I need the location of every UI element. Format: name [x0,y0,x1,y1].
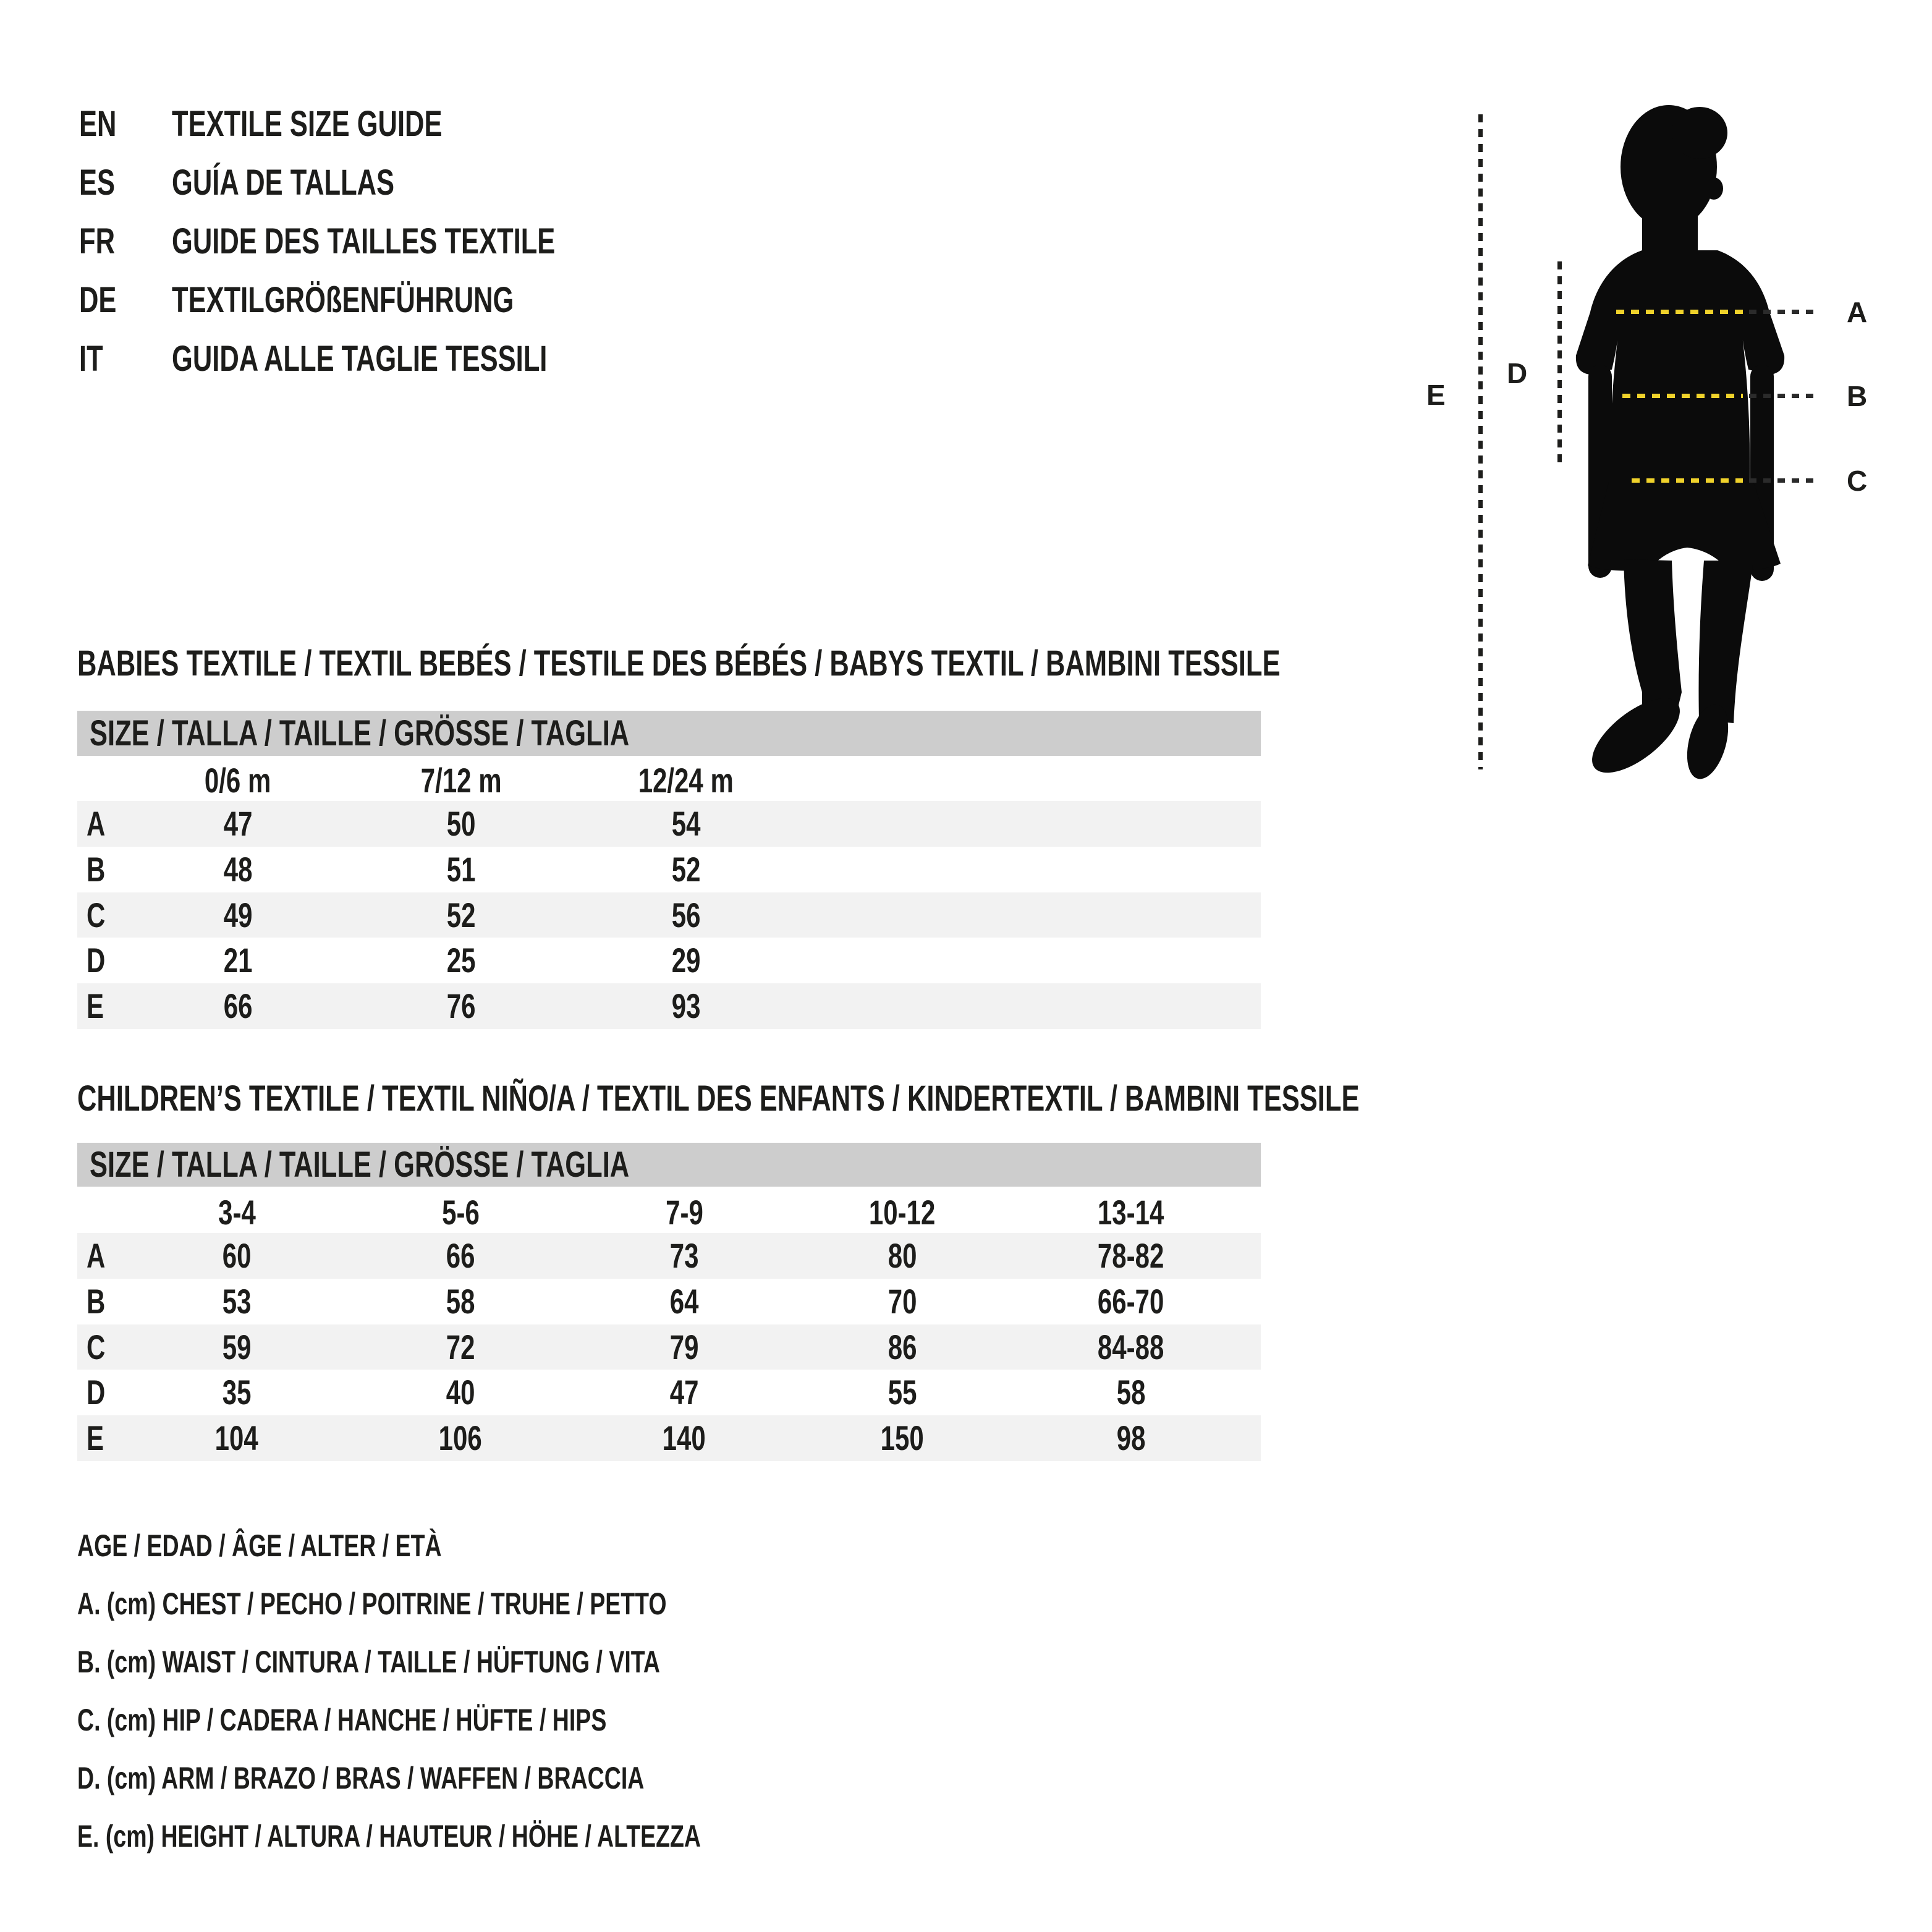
measurement-legend [77,1517,909,1865]
language-code: FR [79,221,115,261]
language-code: ES [79,163,116,203]
table-cell: 86 [888,1327,917,1366]
legend-line-chest: A. (cm) CHEST / PECHO / POITRINE / TRUHE / PETTO [77,1587,667,1621]
table-cell: 51 [446,849,476,889]
table-row [77,892,1261,938]
table-row [77,1233,1261,1279]
legend-line-hip: C. (cm) HIP / CADERA / HANCHE / HÜFTE / HIPS [77,1703,607,1737]
hip-measure-line-c-extension [1749,478,1820,483]
row-label: B [87,849,106,889]
language-row-de [79,271,683,329]
table-cell: 64 [669,1281,699,1321]
child-silhouette-icon [1573,105,1832,785]
language-code: EN [79,104,117,144]
row-label: E [87,986,104,1026]
row-label: B [87,1281,106,1321]
table-cell: 58 [1116,1373,1146,1412]
children-size-header: SIZE / TALLA / TAILLE / GRÖSSE / TAGLIA [77,1143,1261,1187]
table-cell: 54 [671,804,701,843]
measurement-diagram [1421,80,1932,797]
column-header: 12/24 m [638,761,734,800]
table-cell: 66 [446,1236,475,1275]
language-row-es [79,153,683,212]
table-row [77,1370,1261,1415]
table-cell: 40 [446,1373,475,1412]
row-label: C [87,1327,106,1366]
chest-measure-line-a [1616,310,1743,314]
column-header: 0/6 m [205,761,271,800]
column-header: 7/12 m [420,761,502,800]
legend-line-waist: B. (cm) WAIST / CINTURA / TAILLE / HÜFTUNG / VITA [77,1645,661,1679]
table-cell: 73 [669,1236,699,1275]
table-cell: 106 [438,1418,483,1458]
column-header: 5-6 [441,1193,480,1232]
language-row-it [79,329,683,388]
column-header: 7-9 [665,1193,703,1232]
table-cell: 66 [223,986,253,1026]
table-row [77,801,1261,847]
chest-measure-line-a-extension [1749,310,1820,314]
table-cell: 55 [888,1373,917,1412]
column-header: 3-4 [218,1193,256,1232]
row-label: A [87,1236,106,1275]
legend-line-height: E. (cm) HEIGHT / ALTURA / HAUTEUR / HÖHE / ALTEZZA [77,1819,701,1854]
table-row [77,938,1261,983]
language-title: GUIDE DES TAILLES TEXTILE [172,221,556,261]
table-cell: 66-70 [1098,1281,1164,1321]
table-cell: 150 [880,1418,925,1458]
babies-size-header: SIZE / TALLA / TAILLE / GRÖSSE / TAGLIA [77,711,1261,756]
table-cell: 29 [671,941,701,980]
row-label: D [87,941,106,980]
table-cell: 35 [222,1373,252,1412]
language-title: TEXTILE SIZE GUIDE [172,104,443,144]
table-cell: 21 [223,941,253,980]
table-cell: 25 [446,941,476,980]
table-row [77,1415,1261,1461]
measure-label-a: A [1847,296,1868,328]
legend-line-age: AGE / EDAD / ÂGE / ALTER / ETÀ [77,1528,442,1563]
table-cell: 93 [671,986,701,1026]
language-title: TEXTILGRÖßENFÜHRUNG [172,280,514,320]
row-label: C [87,895,106,934]
table-cell: 72 [446,1327,475,1366]
table-row [77,847,1261,892]
table-row [77,1279,1261,1324]
table-cell: 49 [223,895,253,934]
column-header: 13-14 [1098,1193,1164,1232]
language-code: DE [79,280,117,320]
table-cell: 80 [888,1236,917,1275]
language-title: GUÍA DE TALLAS [172,163,395,203]
arm-measure-line-d [1557,261,1562,465]
table-cell: 78-82 [1098,1236,1164,1275]
table-row [77,983,1261,1029]
measure-label-d: D [1507,357,1528,389]
table-cell: 53 [222,1281,252,1321]
table-cell: 84-88 [1098,1327,1164,1366]
waist-measure-line-b-extension [1749,394,1820,398]
table-cell: 52 [446,895,476,934]
column-header: 10-12 [869,1193,936,1232]
waist-measure-line-b [1622,394,1743,398]
row-label: A [87,804,106,843]
table-cell: 52 [671,849,701,889]
row-label: D [87,1373,106,1412]
children-table [77,1233,1261,1461]
table-cell: 60 [222,1236,252,1275]
language-row-en [79,95,683,153]
table-row [77,1324,1261,1370]
hip-measure-line-c [1632,478,1743,483]
language-row-fr [79,212,683,271]
table-cell: 58 [446,1281,475,1321]
table-cell: 98 [1116,1418,1146,1458]
table-cell: 59 [222,1327,252,1366]
row-label: E [87,1418,104,1458]
measure-label-c: C [1847,465,1868,497]
language-list [79,95,683,388]
table-cell: 76 [446,986,476,1026]
table-cell: 56 [671,895,701,934]
measure-label-e: E [1426,379,1446,411]
babies-column-headers [77,762,1261,799]
table-cell: 50 [446,804,476,843]
table-cell: 79 [669,1327,699,1366]
babies-table [77,801,1261,1029]
language-code: IT [79,339,103,379]
legend-line-arm: D. (cm) ARM / BRAZO / BRAS / WAFFEN / BRACCIA [77,1761,645,1795]
table-cell: 140 [662,1418,706,1458]
babies-table-title: BABIES TEXTILE / TEXTIL BEBÉS / TESTILE DES BÉBÉS / BABYS TEXTIL / BAMBINI TESSILE [77,643,1281,684]
table-cell: 47 [669,1373,699,1412]
children-table-title: CHILDREN’S TEXTILE / TEXTIL NIÑO/A / TEXTIL DES ENFANTS / KINDERTEXTIL / BAMBINI TESSILE [77,1078,1360,1119]
measure-label-b: B [1847,380,1868,412]
table-cell: 48 [223,849,253,889]
children-column-headers [77,1193,1261,1232]
table-cell: 104 [214,1418,259,1458]
table-cell: 70 [888,1281,917,1321]
table-cell: 47 [223,804,253,843]
language-title: GUIDA ALLE TAGLIE TESSILI [172,339,548,379]
